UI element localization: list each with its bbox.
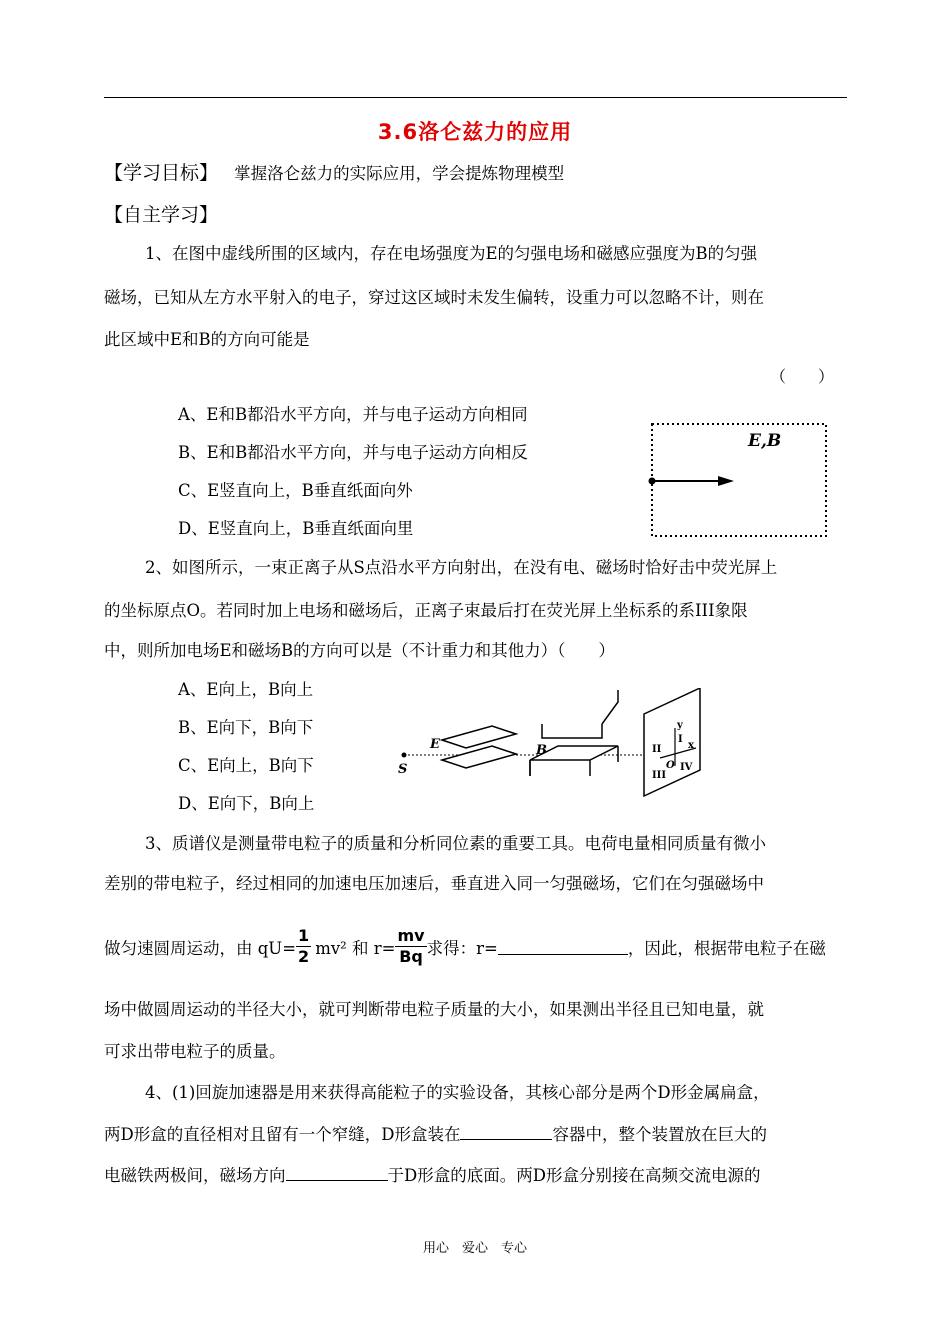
fraction-mv-bq: $\frac{mv}{Bq}$ xyxy=(397,926,425,966)
q1-option-d: D、E竖直向上，B垂直纸面向里 xyxy=(178,519,414,538)
origin-label: O xyxy=(666,760,675,771)
fraction-one-half: $\frac{1}{2}$ xyxy=(298,926,310,966)
container-blank[interactable] xyxy=(460,1138,552,1140)
self-study-label: 【自主学习】 xyxy=(104,204,219,226)
formula-post: 求得：r= xyxy=(426,938,498,958)
magnet-upper xyxy=(542,724,602,738)
q2-line-1: 2、如图所示，一束正离子从S点沿水平方向射出，在没有电、磁场时恰好击中荧光屏上 xyxy=(145,558,778,577)
q1-option-b: B、E和B都沿水平方向，并与电子运动方向相反 xyxy=(178,443,528,462)
direction-blank[interactable] xyxy=(286,1179,388,1181)
formula-mid: mv² 和 r= xyxy=(315,938,396,958)
objective-text: 掌握洛仑兹力的实际应用，学会提炼物理模型 xyxy=(234,164,565,183)
q1-line-1: 1、在图中虚线所围的区域内，存在电场强度为E的匀强电场和磁感应强度为B的匀强 xyxy=(145,244,758,263)
source-label: S xyxy=(398,762,408,777)
page-title: 3.6洛仑兹力的应用 xyxy=(377,120,573,144)
q3-formula-line xyxy=(104,928,826,965)
q4-line-3: 电磁铁两极间，磁场方向 于D形盒的底面。两D形盒分别接在高频交流电源的 xyxy=(104,1166,761,1185)
q1-line-3: 此区域中E和B的方向可能是 xyxy=(104,330,310,349)
field-label: E,B xyxy=(748,431,782,451)
quadrant-iv: IV xyxy=(680,762,693,773)
q4-line-1: 4、(1)回旋加速器是用来获得高能粒子的实验设备，其核心部分是两个D形金属扁盒， xyxy=(145,1083,770,1102)
e-field-label: E xyxy=(430,737,440,752)
q1-figure xyxy=(640,416,840,546)
formula-pre: 做匀速圆周运动，由 qU= xyxy=(104,938,297,958)
q1-answer-paren: （ ） xyxy=(770,367,835,386)
q2-line-3: 中，则所加电场E和磁场B的方向可以是（不计重力和其他力）（ ） xyxy=(104,641,615,660)
objective-line xyxy=(104,158,564,185)
q2-option-a: A、E向上，B向上 xyxy=(178,680,314,699)
q3-line-1: 3、质谱仪是测量带电粒子的质量和分析同位素的重要工具。电荷电量相同质量有微小 xyxy=(145,834,766,853)
b-field-label: B xyxy=(536,743,547,758)
q3-line-2: 差别的带电粒子，经过相同的加速电压加速后，垂直进入同一匀强磁场，它们在匀强磁场中 xyxy=(104,874,764,893)
arrow-icon xyxy=(718,476,734,486)
q2-option-c: C、E向上，B向下 xyxy=(178,756,314,775)
radius-blank[interactable] xyxy=(498,953,628,955)
q1-option-c: C、E竖直向上，B垂直纸面向外 xyxy=(178,481,413,500)
header-rule xyxy=(104,97,847,98)
objective-label: 【学习目标】 xyxy=(104,162,219,184)
q2-line-2: 的坐标原点O。若同时加上电场和磁场后，正离子束最后打在荧光屏上坐标系的系III象限 xyxy=(104,601,748,620)
source-point xyxy=(402,753,407,758)
q1-line-2: 磁场，已知从左方水平射入的电子，穿过这区域时未发生偏转，设重力可以忽略不计，则在 xyxy=(104,288,764,307)
plate-lower xyxy=(442,746,516,768)
quadrant-ii: II xyxy=(652,744,662,755)
quadrant-i: I xyxy=(678,734,683,745)
q1-option-a: A、E和B都沿水平方向，并与电子运动方向相同 xyxy=(178,405,528,424)
q4-line-2: 两D形盒的直径相对且留有一个窄缝，D形盒装在 容器中，整个装置放在巨大的 xyxy=(104,1125,767,1144)
y-label: y xyxy=(677,720,683,731)
q2-option-d: D、E向下，B向上 xyxy=(178,794,315,813)
q2-option-b: B、E向下，B向下 xyxy=(178,718,314,737)
q3-line-4: 场中做圆周运动的半径大小，就可判断带电粒子质量的大小，如果测出半径且已知电量，就 xyxy=(104,1000,764,1019)
q2-figure xyxy=(390,688,720,800)
plate-upper xyxy=(442,726,516,748)
formula-tail: ，因此，根据带电粒子在磁 xyxy=(627,938,826,958)
page-footer: 用心 爱心 专心 xyxy=(422,1241,527,1256)
x-label: x xyxy=(688,740,694,751)
quadrant-iii: III xyxy=(652,770,667,781)
q3-line-5: 可求出带电粒子的质量。 xyxy=(104,1042,286,1061)
